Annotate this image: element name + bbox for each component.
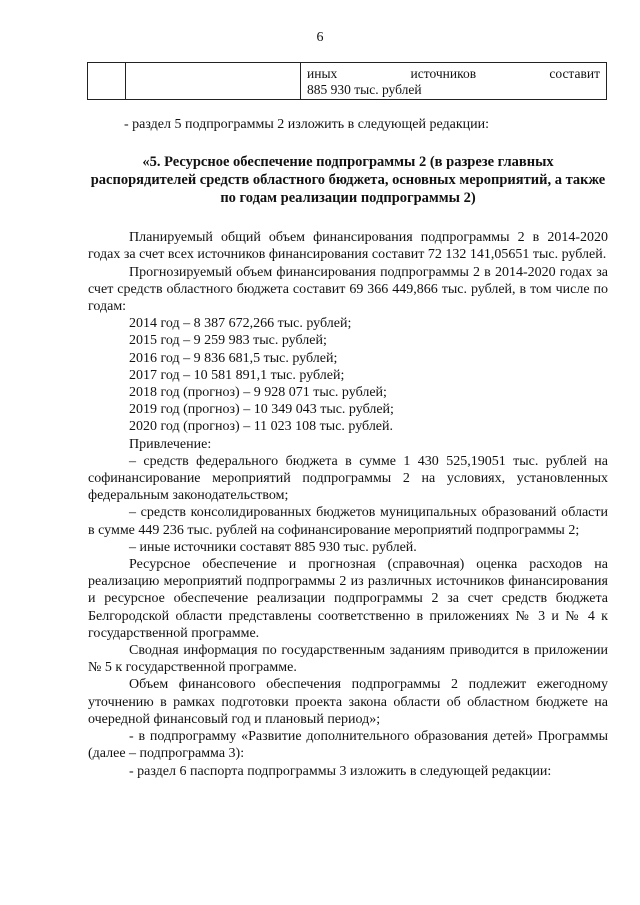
table-cell-text [301,63,607,100]
table-cell-line-1 [307,66,600,82]
table-cell-empty-1 [88,63,126,100]
year-line: 2020 год (прогноз) – 11 023 108 тыс. рублей. [129,419,394,435]
year-line: 2015 год – 9 259 983 тыс. рублей; [129,333,327,349]
section-title: «5. Ресурсное обеспечение подпрограммы 2 (в разрезе главных распорядителей средств областного бюджета, основных мероприятий, а также по годам реализации подпрограммы 2) [90,154,606,207]
continued-table [87,62,607,100]
instruction-paragraph: - раздел 5 подпрограммы 2 изложить в следующей редакции: [124,117,490,132]
word: составит [549,66,600,81]
attraction-item: – средств федерального бюджета в сумме 1 430 525,19051 тыс. рублей на софинансирование мероприятий подпрограммы 2 на условиях, установленных федеральным законодательством; [88,453,608,504]
attraction-item: – иные источники составят 885 930 тыс. рублей. [129,539,417,555]
document-body [88,116,608,780]
year-line: 2018 год (прогноз) – 9 928 071 тыс. рублей; [129,385,387,401]
year-line: 2014 год – 8 387 672,266 тыс. рублей; [129,316,352,332]
paragraph-regional-budget: Прогнозируемый объем финансирования подпрограммы 2 в 2014-2020 годах за счет средств областного бюджета составит 69 366 449,866 тыс. рублей, в том числе по годам: [88,264,608,315]
paragraph-annual-adjustment: Объем финансового обеспечения подпрограммы 2 подлежит ежегодному уточнению в рамках подготовки проекта закона области об областном бюджете на очередной финансовый год и плановый период»; [88,677,608,727]
paragraph-state-tasks: Сводная информация по государственным заданиям приводится в приложении № 5 к государственной программе. [88,643,608,676]
year-line: 2016 год – 9 836 681,5 тыс. рублей; [129,350,338,366]
table-cell-line-2: 885 930 тыс. рублей [307,82,422,97]
table-row [88,63,607,100]
attraction-item: – средств консолидированных бюджетов муниципальных образований области в сумме 449 236 тыс. рублей на софинансирование мероприятий подпрограммы 2; [88,505,608,538]
page-number: 6 [316,30,324,45]
paragraph-section-6: - раздел 6 паспорта подпрограммы 3 изложить в следующей редакции: [129,763,552,779]
paragraph-subprogram-3: - в подпрограмму «Развитие дополнительного образования детей» Программы (далее – подпрограмма 3): [88,729,608,762]
word: источников [410,66,477,81]
year-line: 2017 год – 10 581 891,1 тыс. рублей; [129,367,345,383]
paragraph-resource-assessment: Ресурсное обеспечение и прогнозная (справочная) оценка расходов на реализацию мероприятий подпрограммы 2 из различных источников финансирования и ресурсное обеспечение реализации подпрограммы 2 за счет средств бюджета Белгородской области представлены соответственно в приложениях № 3 и № 4 к государственной программе. [88,557,608,641]
word: иных [307,66,338,81]
table-cell-empty-2 [126,63,301,100]
paragraph-total-financing: Планируемый общий объем финансирования подпрограммы 2 в 2014-2020 годах за счет всех источников финансирования составит 72 132 141,05651 тыс. рублей. [88,230,608,263]
attraction-label: Привлечение: [129,436,212,452]
year-line: 2019 год (прогноз) – 10 349 043 тыс. рублей; [129,402,394,418]
